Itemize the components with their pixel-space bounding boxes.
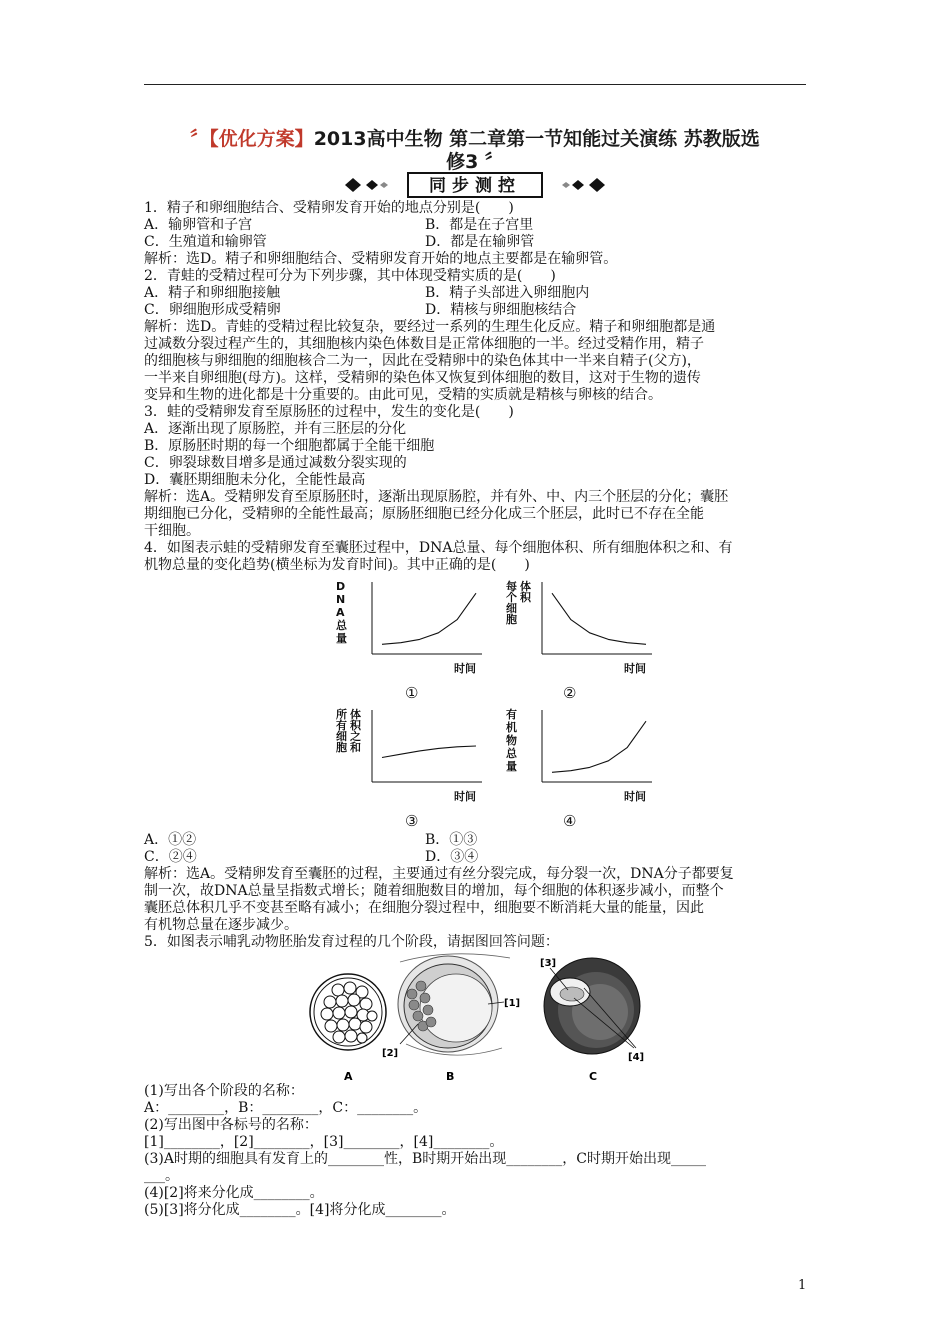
q1-option-a: A．输卵管和子宫	[144, 217, 253, 233]
banner-diamond-icon	[345, 178, 361, 192]
q4-option-a: A．①②	[144, 832, 197, 848]
q3-option-d: D．囊胚期细胞未分化，全能性最高	[144, 472, 366, 488]
x-axis-label: 时间	[454, 662, 476, 675]
q2-option-c: C．卵细胞形成受精卵	[144, 302, 281, 318]
banner-diamond-icon	[380, 182, 388, 188]
y-axis-label-char: 有	[506, 708, 517, 721]
chart-caption: ③	[405, 812, 419, 830]
trend-line	[382, 746, 476, 758]
x-axis-label: 时间	[624, 790, 646, 803]
y-axis-label-char: 总	[506, 747, 517, 760]
chart-caption: ④	[563, 812, 577, 830]
q4-option-c: C．②④	[144, 849, 197, 865]
q5-sub3: (3)A时期的细胞具有发育上的________性，B时期开始出现________，C时期开始出现_____	[144, 1151, 706, 1167]
y-axis-label-char: 胞	[506, 613, 517, 626]
q3-stem: 3．蛙的受精卵发育至原肠胚的过程中，发生的变化是( )	[144, 404, 514, 420]
y-axis-label-char: 量	[336, 632, 347, 645]
q4-option-d: D．③④	[425, 849, 479, 865]
q5-sub2-blanks: [1]________，[2]________，[3]________，[4]________。	[144, 1134, 504, 1150]
chart-dna-total	[330, 578, 490, 676]
q1-option-c: C．生殖道和输卵管	[144, 234, 267, 250]
y-axis-label-char: 物	[506, 734, 517, 747]
q3-option-c: C．卵裂球数目增多是通过减数分裂实现的	[144, 455, 407, 471]
q4-analysis-line: 囊胚总体积几乎不变甚至略有减小；在细胞分裂过程中，细胞要不断消耗大量的能量，因此	[144, 900, 704, 916]
chart-total-volume	[330, 706, 490, 804]
x-axis-label: 时间	[624, 662, 646, 675]
y-axis-label-char: D	[336, 580, 346, 593]
q3-analysis-line: 期细胞已分化，受精卵的全能性最高；原肠胚细胞已经分化成三个胚层，此时已不存在全能	[144, 506, 704, 522]
q5-sub3-continued: ___。	[144, 1168, 179, 1184]
trend-line	[552, 721, 646, 772]
q2-analysis-line: 解析：选D。青蛙的受精过程比较复杂，要经过一系列的生理生化反应。精子和卵细胞都是通	[144, 319, 716, 335]
q1-analysis: 解析：选D。精子和卵细胞结合、受精卵发育开始的地点主要都是在输卵管。	[144, 251, 618, 267]
q2-option-d: D．精核与卵细胞核结合	[425, 302, 577, 318]
q4-stem-line: 机物总量的变化趋势(横坐标为发育时间)。其中正确的是( )	[144, 557, 530, 573]
y-axis-label-char: 和	[350, 741, 361, 754]
chart-organic-matter	[500, 706, 660, 804]
q1-option-d: D．都是在输卵管	[425, 234, 535, 250]
q5-sub2: (2)写出图中各标号的名称：	[144, 1117, 318, 1133]
document-title	[144, 128, 806, 174]
trend-line	[552, 593, 646, 644]
y-axis-label-char: 积	[350, 719, 361, 732]
q1-stem: 1．精子和卵细胞结合、受精卵发育开始的地点分别是( )	[144, 200, 514, 216]
q5-sub5: (5)[3]将分化成________。[4]将分化成________。	[144, 1202, 456, 1218]
page-number: 1	[798, 1278, 807, 1293]
morula-illustration	[310, 974, 386, 1050]
q5-stem: 5．如图表示哺乳动物胚胎发育过程的几个阶段，请据图回答问题：	[144, 934, 559, 950]
gastrula-illustration	[544, 958, 640, 1054]
figure-label-2: [2]	[382, 1048, 399, 1059]
y-axis-label-char: 积	[520, 591, 531, 604]
q4-option-b: B．①③	[425, 832, 478, 848]
y-axis-label-char: 所	[336, 708, 347, 721]
figure-label-a: A	[344, 1070, 353, 1083]
y-axis-label-char: 细	[506, 602, 517, 615]
banner-diamond-icon	[589, 178, 605, 192]
q5-sub1-blanks: A：________，B：________，C：________。	[144, 1100, 428, 1116]
y-axis-label-char: 量	[506, 760, 517, 773]
y-axis-label-char: 机	[506, 721, 517, 734]
y-axis-label-char: 个	[506, 591, 517, 604]
q1-option-b: B．都是在子宫里	[425, 217, 534, 233]
banner-diamond-icon	[366, 180, 378, 190]
y-axis-label-char: 胞	[336, 741, 347, 754]
q3-analysis-line: 干细胞。	[144, 523, 200, 539]
figure-label-4: [4]	[628, 1052, 645, 1063]
q5-sub4: (4)[2]将来分化成________。	[144, 1185, 324, 1201]
q2-analysis-line: 变异和生物的进化都是十分重要的。由此可见，受精的实质就是精核与卵核的结合。	[144, 387, 662, 403]
figure-label-3: [3]	[540, 958, 557, 969]
banner-text: 同步测控	[429, 176, 521, 196]
header-rule	[144, 84, 806, 85]
q4-analysis-line: 制一次，故DNA总量呈指数式增长；随着细胞数目的增加，每个细胞的体积逐步减小，而整个	[144, 883, 724, 899]
q5-sub1: (1)写出各个阶段的名称：	[144, 1083, 304, 1099]
y-axis-label-char: 体	[520, 580, 531, 593]
figure-label-1: [1]	[504, 998, 521, 1009]
y-axis-label-char: 细	[336, 730, 347, 743]
q3-option-a: A．逐渐出现了原肠腔，并有三胚层的分化	[144, 421, 407, 437]
q2-option-a: A．精子和卵细胞接触	[144, 285, 281, 301]
y-axis-label-char: 每	[506, 580, 517, 593]
y-axis-label-char: N	[336, 593, 346, 606]
y-axis-label-char: 总	[336, 619, 347, 632]
x-axis-label: 时间	[454, 790, 476, 803]
q2-analysis-line: 过减数分裂过程产生的，其细胞核内染色体数目是正常体细胞的一半。经过受精作用，精子	[144, 336, 704, 352]
q3-analysis-line: 解析：选A。受精卵发育至原肠胚时，逐渐出现原肠腔，并有外、中、内三个胚层的分化；囊胚	[144, 489, 729, 505]
banner-diamond-icon	[562, 182, 570, 188]
chart-caption: ①	[405, 684, 419, 702]
q4-stem-line: 4．如图表示蛙的受精卵发育至囊胚过程中，DNA总量、每个细胞体积、所有细胞体积之和、有	[144, 540, 733, 556]
q2-analysis-line: 的细胞核与卵细胞的细胞核合二为一，因此在受精卵中的染色体其中一半来自精子(父方)，	[144, 353, 701, 369]
y-axis-label-char: A	[336, 606, 345, 619]
q2-analysis-line: 一半来自卵细胞(母方)。这样，受精卵的染色体又恢复到体细胞的数目，这对于生物的遗传	[144, 370, 701, 386]
q4-analysis-line: 有机物总量在逐步减少。	[144, 917, 298, 933]
y-axis-label-char: 体	[350, 708, 361, 721]
q2-stem: 2．青蛙的受精过程可分为下列步骤，其中体现受精实质的是( )	[144, 268, 556, 284]
figure-label-c: C	[589, 1070, 598, 1083]
q3-option-b: B．原肠胚时期的每一个细胞都属于全能干细胞	[144, 438, 435, 454]
blastocyst-illustration	[398, 954, 510, 1055]
title-main: 2013高中生物 第二章第一节知能过关演练 苏教版选	[313, 128, 760, 150]
chart-caption: ②	[563, 684, 577, 702]
y-axis-label-char: 之	[350, 730, 361, 743]
trend-line	[382, 593, 476, 644]
section-banner	[340, 172, 610, 198]
title-prefix: 〞【优化方案】	[190, 128, 314, 150]
q4-analysis-line: 解析：选A。受精卵发育至囊胚的过程，主要通过有丝分裂完成，每分裂一次，DNA分子都要复	[144, 866, 734, 882]
figure-label-b: B	[446, 1070, 455, 1083]
embryo-figure	[300, 952, 660, 1084]
chart-cell-volume	[500, 578, 660, 676]
q2-option-b: B．精子头部进入卵细胞内	[425, 285, 590, 301]
title-line2: 修3 〞	[446, 151, 504, 173]
banner-diamond-icon	[572, 180, 584, 190]
y-axis-label-char: 有	[336, 719, 347, 732]
